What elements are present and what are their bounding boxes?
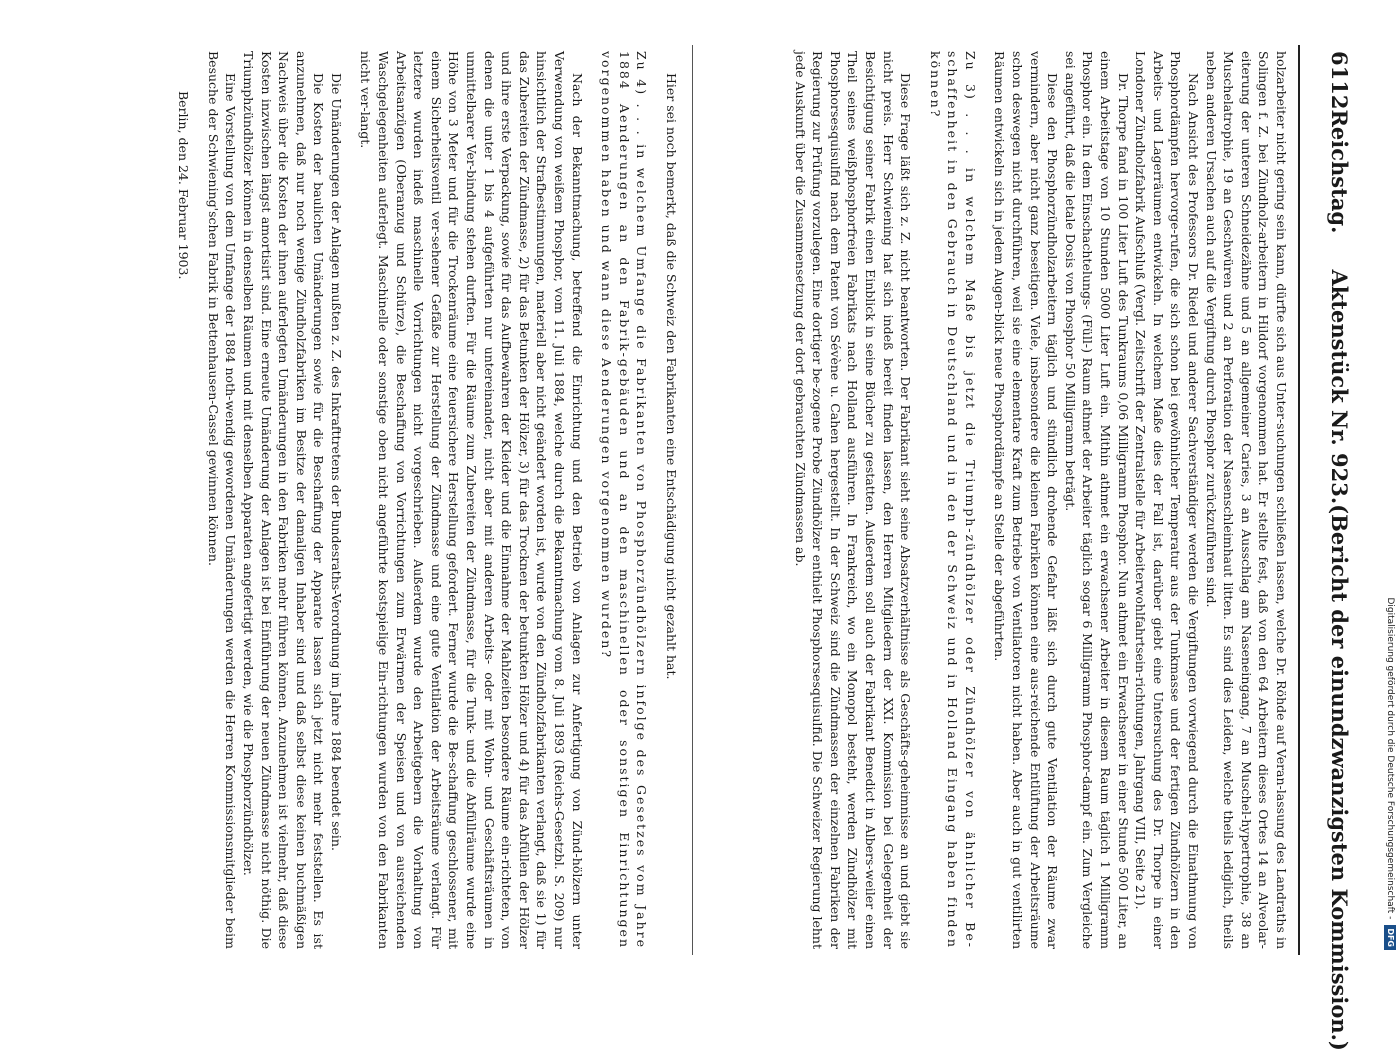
paragraph: Nach Ansicht des Professors Dr. Riedel und anderer Sachverständiger werden die Vergiftungen vorwiegend durch die Einathmung von Phosphordämpfen hervorge-rufen, die sich schon bei gewöhnlicher Temperatur aus der Tunkmasse und der fertigen Zündhölzern in den Arbeits- und Lagerräumen entwickeln. In welchem Maße dies der Fall ist, darüber giebt eine Untersuchung des Dr. Thorpe in einer Londoner Zündholzfabrik Aufschluß (Vergl. Zeitschrift der Zentralstelle für Arbeiterwohlfahrtsein-richtungen, Jahrgang VIII, Seite 21). (1133, 51, 1202, 949)
credit-text: Digitalisierung gefördert durch die Deutsche Forschungsgemeinschaft - (1385, 597, 1395, 920)
paragraph: Dr. Thorpe fand in 100 Liter Luft des Tunkraums 0,06 Milligramm Phosphor. Nun athmet ein Erwachsener in einer Stunde 500 Liter, an einem Arbeitstage von 10 Stunden 5000 Liter Luft ein. Mithin athmet ein erwachsener Arbeiter in diesem Raum täglich 1 Milligramm Phosphor ein. In dem Einschachtelungs- (Füll-) Raum athmet der Arbeiter täglich sogar 6 Milligramm Phosphor-dampf ein. Zum Vergleiche sei angeführt, daß die letale Dosis von Phosphor 50 Milligramm beträgt. (1062, 51, 1131, 949)
paragraph: Hier sei noch bemerkt, daß die Schweiz den Fabrikanten eine Entschädigung nicht gezahlt hat. (664, 73, 679, 680)
date-line: Berlin, den 24. Februar 1903. (176, 91, 192, 280)
column-right (50, 45, 680, 955)
section-title: (Bericht der einundzwanzigsten Kommission.) (1327, 504, 1353, 1051)
paragraph: Nach der Bekanntmachung, betreffend die Einrichtung und den Betrieb von Anlagen zur Anfertigung von Zünd-hölzern unter Verwendung von weißem Phosphor, vom 11. Juli 1884, welche durch die Bekanntmachung vom 8. Juli 1893 (Reichs-Gesetzbl. S. 209) nur hinsichtlich der Strafbestimmungen, materiell aber nicht geändert worden ist, wurde von den Zündholzfabrikanten verlangt, daß sie 1) für das Zubereiten der Zündmasse, 2) für das Betunken der Hölzer, 3) für das Trocknen der betunkten Hölzer und 4) für das Abfüllen der Hölzer und ihre erste Verpackung, sowie für das Aufbewahren der Kleider und die Einnahme der Mahlzeiten besondere Räume ein-richteten, von denen die unter 1 bis 4 aufgeführten nur untereinander, nicht aber mit anderen Arbeits- oder mit Wohn- und Geschäftsräumen in unmittelbarer Ver-bindung stehen durften. Für die Räume zum Zubereiten der Zündmasse, für die Tunk- und die Abfüllräume wurde eine Höhe von 3 Meter und für die Trockenräume eine feuersichere Herstellung gefordert. Ferner wurde die Be-schaffung geschlossener, mit einem Sicherheitsventil ver-sehener Gefäße zur Herstellung der Zündmasse und eine gute Ventilation der Arbeitsräume verlangt. Für letztere wurden indeß maschinelle Vorrichtungen nicht vorgeschrieben. Außerdem wurde den Arbeitgebern die Vorhaltung von Arbeitsanzügen (Oberanzug und Schürze), die Beschaffung von Vorrichtungen zum Erwärmen der Speisen und von ausreichenden Waschgelegenheiten auferlegt. Maschinelle oder sonstige oben nicht angeführte kostspielige Ein-richtungen wurden von den Fabrikanten nicht ver-langt. (358, 51, 585, 949)
paragraph: Diese Frage läßt sich z. Z. nicht beantworten. Der Fabrikant sieht seine Absatzverhältnisse als Geschäfts-geheimnisse an und giebt sie nicht preis. Herr Schwiening hat sich indeß bereit finden lassen, den Herren Mitgliedern der XXI. Kommission bei Gelegenheit der Besichtigung seiner Fabrik einen Einblick in seine Bücher zu gestatten. Außerdem soll auch der Fabrikant Benedict in Albers-weiler einen Theil seines weißphosphorfreien Fabrikats nach Holland ausführen. In Frankreich, wo ein Monopol besteht, werden Zündhölzer mit Phosphorsesquisulfid nach dem Patent von Sévène u. Cahen hergestellt. In der Schweiz sind die Zündmassen der einzelnen Fabriken der Regierung zur Prüfung vorzulegen. Eine dortiger be-zogene Probe Zündhölzer enthielt Phosphorsesquisulfid. Die Schweizer Regierung lehnt jede Auskunft über die Zusammensetzung der dort gebrauchten Zündmassen ab. (792, 51, 914, 949)
page-header (1305, 45, 1375, 1051)
paragraph: Diese den Phosphorzündholzarbeitern täglich und stündlich drohende Gefahr läßt sich durch gute Ventilation der Räume zwar vermindern, aber nicht ganz beseitigen. Viele, insbesondere die kleinen Fabriken können eine aus-reichende Entlüftung der Arbeitsräume schon deswegen nicht durchführen, weil sie eine elementare Kraft zum Betriebe von Ventilatoren nicht haben. Aber auch in gut ventilirten Räumen entwickeln sich in jedem Augen-blick neue Phosphordämpfe an Stelle der abgeführten. (992, 51, 1061, 949)
paragraph: Die Umänderungen der Anlagen mußten z. Z. des Inkrafttretens der Bundesraths-Verordnung im Jahre 1884 beendet sein. (328, 73, 344, 851)
dfg-logo-icon: DFG (1384, 925, 1396, 950)
paragraph: Eine Vorstellung von dem Umfange der 1884 noth-wendig gewordenen Umänderungen werden die Herren Kommissionsmitglieder beim Besuche der Schwiening'schen Fabrik in Bettenhausen-Cassel gewinnen können. (205, 51, 239, 949)
question-heading: Zu 3) . . . in welchem Maße bis jetzt die Triumph-zündhölzer oder Zündhölzer von ähnlicher Be-schaffenheit in den Gebrauch in Deutschland und in den der Schweiz und in Holland Eingang haben finden können? (927, 51, 978, 949)
paragraph: Die Kosten der baulichen Umänderungen sowie für die Beschaffung der Apparate lassen sich jetzt nicht mehr feststellen. Es ist anzunehmen, daß nur noch wenige Zündholzfabriken im Besitze der damaligen Inhaber sind und daß selbst diese keinen buchmäßigen Nachweis über die Kosten der ihnen auferlegten Umänderungen in den Fabriken mehr führen können. Anzunehmen ist vielmehr, daß diese Kosten inzwischen längst amortisirt sind. Eine erneute Umänderung der Anlagen ist bei Einführung der neuen Zündmasse nicht nöthig. Die Triumphzündhölzer können in denselben Räumen und mit denselben Apparaten angefertigt werden, wie die Phosphorzündhölzer. (240, 51, 327, 949)
publication-title: Reichstag. (1327, 109, 1353, 234)
digitization-credit (1383, 0, 1397, 1000)
question-heading: Zu 4) . . . in welchem Umfange die Fabrikanten von Phosphorzündhölzern infolge des Gesetzes vom Jahre 1884 Aenderungen an den Fabrik-gebäuden und an den maschinellen oder sonstigen Einrichtungen vorgenommen haben und wann diese Aenderungen vorgenommen wurden? (599, 51, 650, 949)
page-number: 6112 (1327, 51, 1353, 110)
column-divider (692, 45, 693, 955)
header-rule (1298, 45, 1300, 955)
document-number: Aktenstück Nr. 923. (1327, 269, 1353, 505)
paragraph: holzarbeiter nicht gering sein kann, dürfte sich aus Unter-suchungen schließen lassen, welche Dr. Röhde auf Veran-lassung des Landraths in Solingen f. Z. bei Zündholz-arbeitern in Hildorf vorgenommen hat. Er stellte fest, daß von den 64 Arbeitern dieses Ortes 14 an Alveolar-eiterung der unteren Schneidezähne und 5 an allgemeiner Caries, 3 an Ausschlag am Naseneingang, 7 an Muschel-hypertrophie, 38 an Muschelatrophie, 19 an Geschwüren und 2 an Perforation der Nasenschleimhaut litten. Es sind dies Leiden, welche theils lediglich, theils neben anderen Ursachen auch auf die Vergiftung durch Phosphor zurückzuführen sind. (1203, 51, 1289, 949)
column-left (700, 45, 1290, 955)
document-page (50, 45, 1375, 1051)
